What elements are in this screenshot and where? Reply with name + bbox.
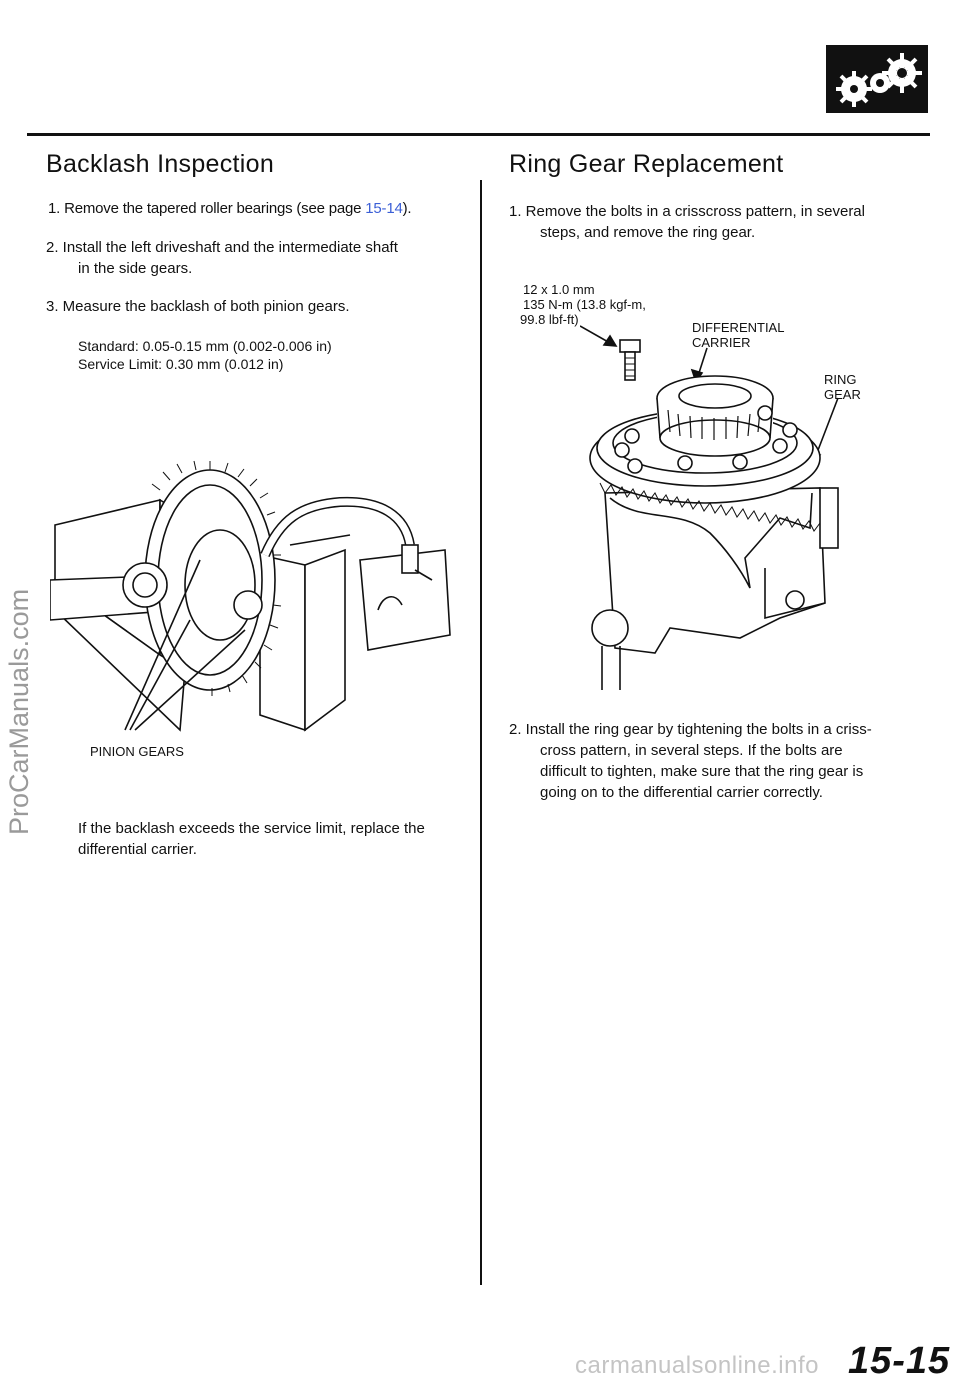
ring-gear-label-1: RING (824, 372, 857, 387)
ring-gear-label-2: GEAR (824, 387, 861, 402)
backlash-service-limit: Service Limit: 0.30 mm (0.012 in) (78, 356, 284, 372)
ring-step-1-line-2: steps, and remove the ring gear. (540, 224, 756, 241)
backlash-note-line-2: differential carrier. (78, 841, 197, 858)
torque-spec-line-1: 12 x 1.0 mm (523, 282, 595, 297)
pinion-gears-label: PINION GEARS (90, 744, 184, 759)
page-number: 15-15 (848, 1340, 951, 1382)
backlash-step-2-line-1: 2. Install the left driveshaft and the intermediate shaft (46, 239, 398, 256)
backlash-step-3: 3. Measure the backlash of both pinion gears. (46, 298, 350, 315)
column-divider (480, 180, 482, 1285)
backlash-measurement-illustration (50, 460, 460, 740)
backlash-note-line-1: If the backlash exceeds the service limit, replace the (78, 820, 425, 837)
ring-step-2-line-4: going on to the differential carrier correctly. (540, 784, 823, 801)
page-link-15-14[interactable]: 15-14 (365, 200, 403, 217)
ring-step-1-line-1: 1. Remove the bolts in a crisscross pattern, in several (509, 203, 865, 220)
footer-brand: carmanualsonline.info (575, 1352, 819, 1379)
backlash-step-2-line-2: in the side gears. (78, 260, 193, 277)
header-rule (27, 133, 930, 136)
backlash-step-1-end: ). (402, 200, 412, 217)
gears-icon (826, 45, 928, 113)
watermark: ProCarManuals.com (4, 588, 34, 835)
ring-gear-illustration (580, 318, 850, 693)
ring-step-2-line-3: difficult to tighten, make sure that the ring gear is (540, 763, 864, 780)
ring-step-2-line-2: cross pattern, in several steps. If the bolts are (540, 742, 843, 759)
backlash-standard: Standard: 0.05-0.15 mm (0.002-0.006 in) (78, 338, 332, 354)
backlash-step-1-text: 1. Remove the tapered roller bearings (see page (48, 200, 366, 217)
backlash-step-1 (48, 198, 411, 219)
torque-spec-line-2: 135 N-m (13.8 kgf-m, (523, 297, 646, 312)
torque-spec-line-3: 99.8 lbf-ft) (520, 312, 579, 327)
differential-carrier-label-2: CARRIER (692, 335, 751, 350)
differential-carrier-label-1: DIFFERENTIAL (692, 320, 785, 335)
ring-step-2-line-1: 2. Install the ring gear by tightening the bolts in a criss- (509, 721, 872, 738)
backlash-inspection-title: Backlash Inspection (46, 150, 275, 178)
ring-gear-replacement-title: Ring Gear Replacement (509, 150, 784, 178)
